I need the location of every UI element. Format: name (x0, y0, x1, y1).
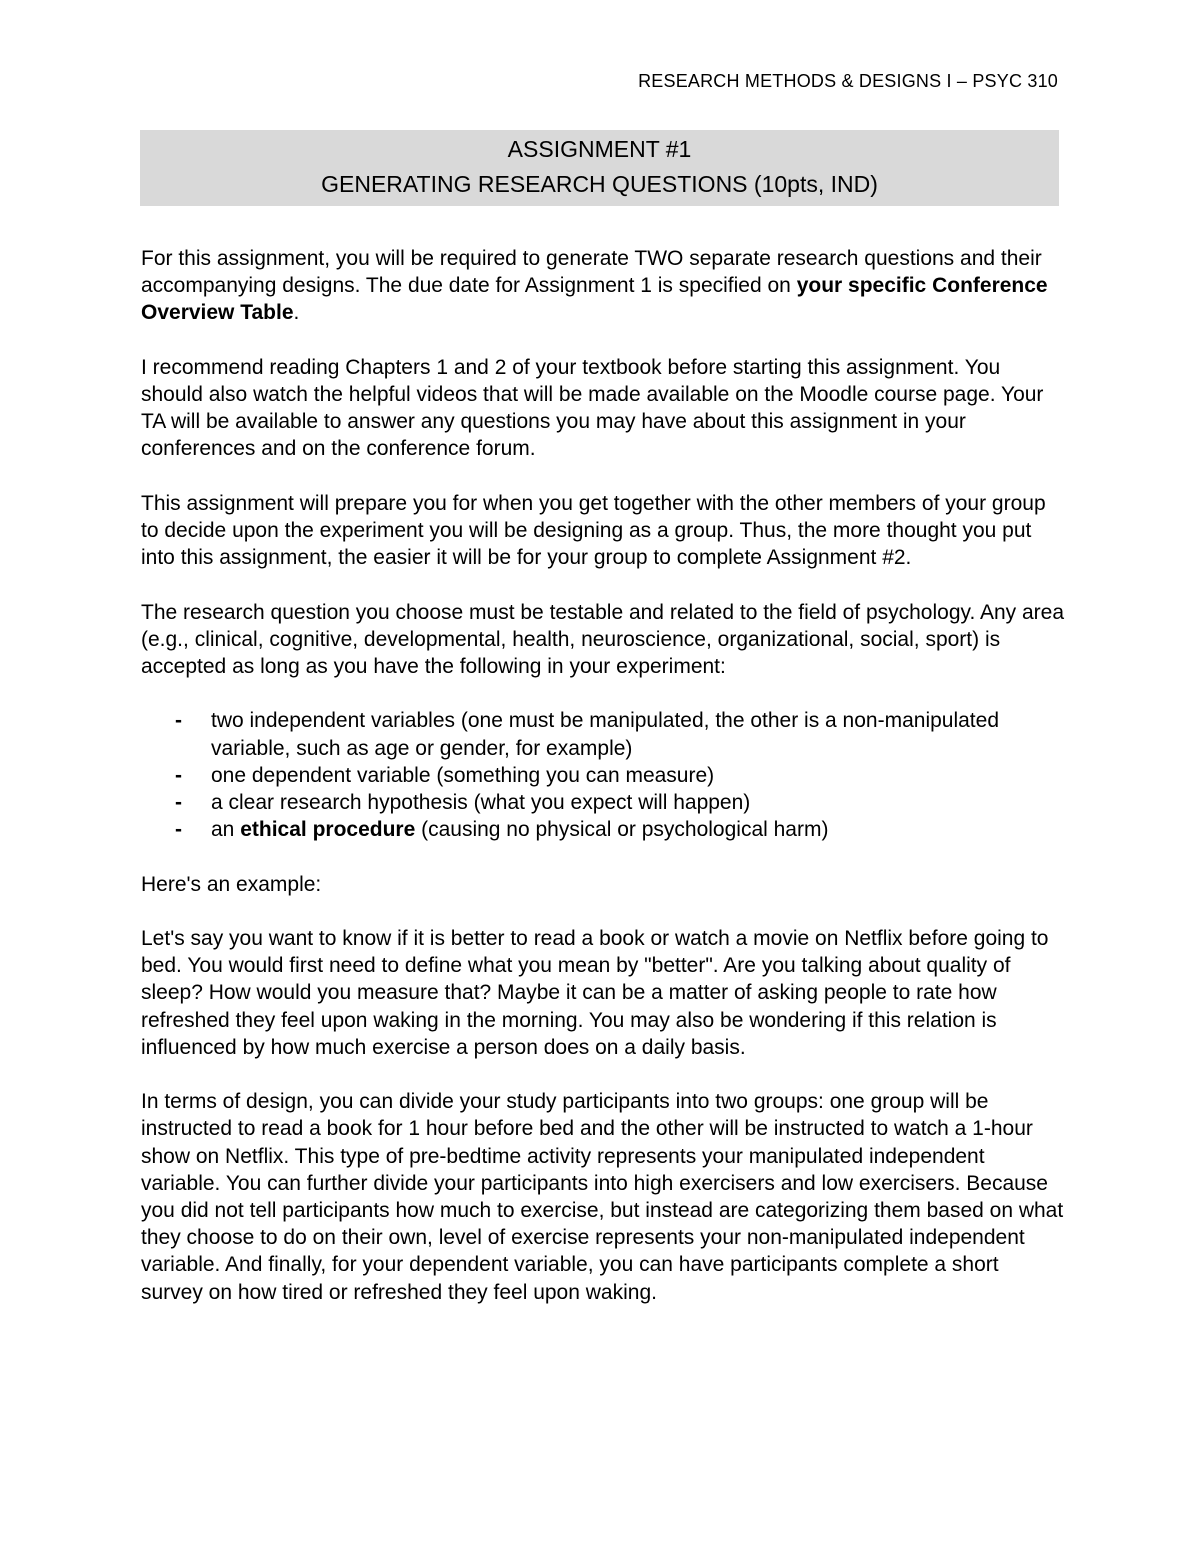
list-item-text: a clear research hypothesis (what you expect will happen) (211, 791, 751, 814)
requirements-paragraph: The research question you choose must be testable and related to the field of psychology. Any area (e.g., clinical, cognitive, developmental, health, neuroscience, organizational, social, sport) is accepted as long as you have the following in your experiment: (141, 600, 1065, 678)
requirements-list (141, 707, 1066, 843)
assignment-number-title: ASSIGNMENT #1 (507, 136, 692, 162)
list-item-text-end: (causing no physical or psychological harm) (415, 818, 829, 842)
intro-paragraph (141, 245, 1066, 327)
bullet-dash: - (175, 818, 182, 842)
assignment-subtitle: GENERATING RESEARCH QUESTIONS (10pts, IND) (321, 171, 878, 197)
example-heading: Here's an example: (141, 872, 322, 896)
intro-end-punctuation: . (293, 301, 300, 325)
design-paragraph: In terms of design, you can divide your study participants into two groups: one group will be instructed to read a book for 1 hour before bed and the other will be instructed to watch a 1-hour show on Netflix. This type of pre-bedtime activity represents your manipulated independent variable. You can further divide your participants into high exercisers and low exercisers. Because you did not tell participants how much to exercise, but instead are categorizing them based on what they choose to do on their own, level of exercise represents your non-manipulated independent variable. And finally, for your dependent variable, you can have participants complete a short survey on how tired or refreshed they feel upon waking. (141, 1090, 1064, 1304)
preparation-paragraph: This assignment will prepare you for when you get together with the other members of your group to decide upon the experiment you will be designing as a group. Thus, the more thought you put into this assignment, the easier it will be for your group to complete Assignment #2. (141, 491, 1046, 570)
list-item (141, 789, 1066, 816)
bullet-dash: - (175, 791, 182, 814)
list-item-text: an (211, 818, 241, 842)
list-item (141, 816, 1066, 843)
running-header: RESEARCH METHODS & DESIGNS I – PSYC 310 (638, 71, 1058, 91)
intro-text: For this assignment, you will be required to generate TWO separate research questions and their accompanying designs. The due date for Assignment 1 is specified on (141, 247, 1042, 298)
document-body (141, 245, 1066, 1333)
intro-bold-text: your specific Conference Overview Table (141, 274, 1048, 325)
bullet-dash: - (175, 763, 182, 787)
list-item-bold-text: ethical procedure (240, 818, 416, 842)
reading-paragraph: I recommend reading Chapters 1 and 2 of your textbook before starting this assignment. You should also watch the helpful videos that will be made available on the Moodle course page. Your TA will be available to answer any questions you may have about this assignment in your conferences and on the conference forum. (141, 355, 1044, 461)
list-item-text: one dependent variable (something you can measure) (211, 763, 715, 787)
title-box (140, 130, 1059, 206)
list-item (141, 762, 1066, 789)
bullet-dash: - (175, 709, 182, 733)
example-paragraph: Let's say you want to know if it is better to read a book or watch a movie on Netflix before going to bed. You would first need to define what you mean by "better". Are you talking about quality of sleep? How would you measure that? Maybe it can be a matter of asking people to rate how refreshed they feel upon waking in the morning. You may also be wondering if this relation is influenced by how much exercise a person does on a daily basis. (141, 926, 1049, 1059)
list-item-text: two independent variables (one must be manipulated, the other is a non-manipulated variable, such as age or gender, for example) (211, 709, 1000, 760)
list-item (141, 707, 1066, 761)
